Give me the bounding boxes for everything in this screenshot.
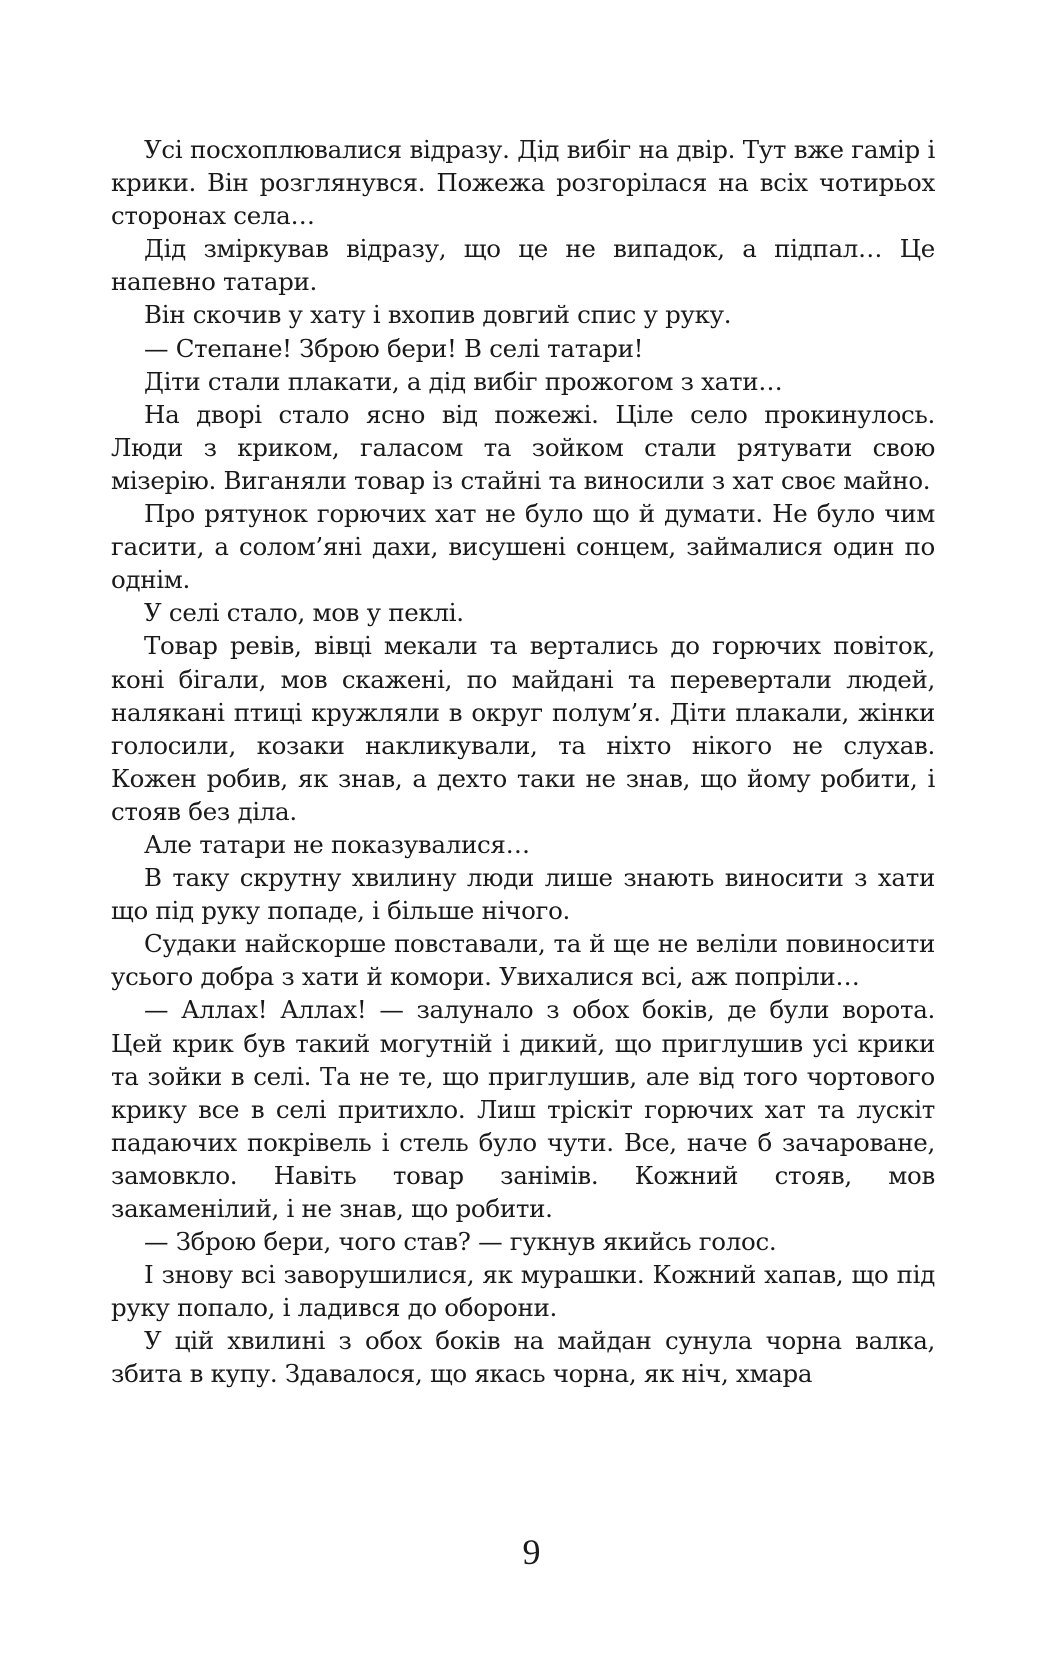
paragraph: Товар ревів, вівці мекали та вертались до горючих повіток, коні бігали, мов скажені, по майдані та перевертали людей, налякані птиці кружляли в округ полум’я. Діти плакали, жінки голосили, козаки накликували, та ніхто нікого не слухав. Кожен робив, як знав, а дехто таки не знав, що йому робити, і стояв без діла. — [111, 631, 935, 826]
paragraph: На дворі стало ясно від пожежі. Ціле село прокинулось. Люди з криком, галасом та зойком стали рятувати свою мізерію. Виганяли товар із стайні та виносили з хат своє майно. — [111, 399, 935, 495]
paragraph: Про рятунок горючих хат не було що й думати. Не було чим гасити, а солом’яні дахи, висушені сонцем, займалися один по однім. — [111, 499, 935, 595]
paragraph: Але татари не показувалися… — [144, 829, 530, 859]
paragraph: У селі стало, мов у пеклі. — [144, 598, 464, 628]
paragraph: Діти стали плакати, а дід вибіг прожогом з хати… — [144, 366, 783, 396]
paragraph: Усі посхоплювалися відразу. Дід вибіг на двір. Тут вже гамір і крики. Він розглянувся. Пожежа розгорілася на всіх чотирьох сторонах села… — [111, 135, 935, 231]
paragraph: — Зброю бери, чого став? — гукнув якийсь голос. — [144, 1227, 777, 1257]
paragraph: Він скочив у хату і вхопив довгий спис у руку. — [144, 300, 732, 330]
paragraph: В таку скрутну хвилину люди лише знають виносити з хати що під руку попаде, і більше нічого. — [111, 863, 935, 926]
page-number: 9 — [522, 1532, 541, 1572]
paragraph: Судаки найскорше повставали, та й ще не веліли повиносити усього добра з хати й комори. Увихалися всі, аж попріли… — [111, 929, 935, 992]
paragraph: І знову всі заворушилися, як мурашки. Кожний хапав, що під руку попало, і ладився до оборони. — [111, 1260, 935, 1323]
body-text — [111, 133, 935, 1391]
paragraph: Дід зміркував відразу, що це не випадок, а підпал… Це напевно татари. — [111, 234, 935, 297]
paragraph: У цій хвилині з обох боків на майдан сунула чорна валка, збита в купу. Здавалося, що якась чорна, як ніч, хмара — [111, 1326, 935, 1389]
paragraph: — Аллах! Аллах! — залунало з обох боків, де були ворота. Цей крик був такий могутній і дикий, що приглушив усі крики та зойки в селі. Та не те, що приглушив, але від того чортового крику все в селі притихло. Лиш тріскіт горючих хат та лускіт падаючих покрівель і стель було чути. Все, наче б зачароване, замовкло. Навіть товар занімів. Кожний стояв, мов закаменілий, і не знав, що робити. — [111, 995, 935, 1223]
paragraph: — Степане! Зброю бери! В селі татари! — [144, 333, 644, 363]
